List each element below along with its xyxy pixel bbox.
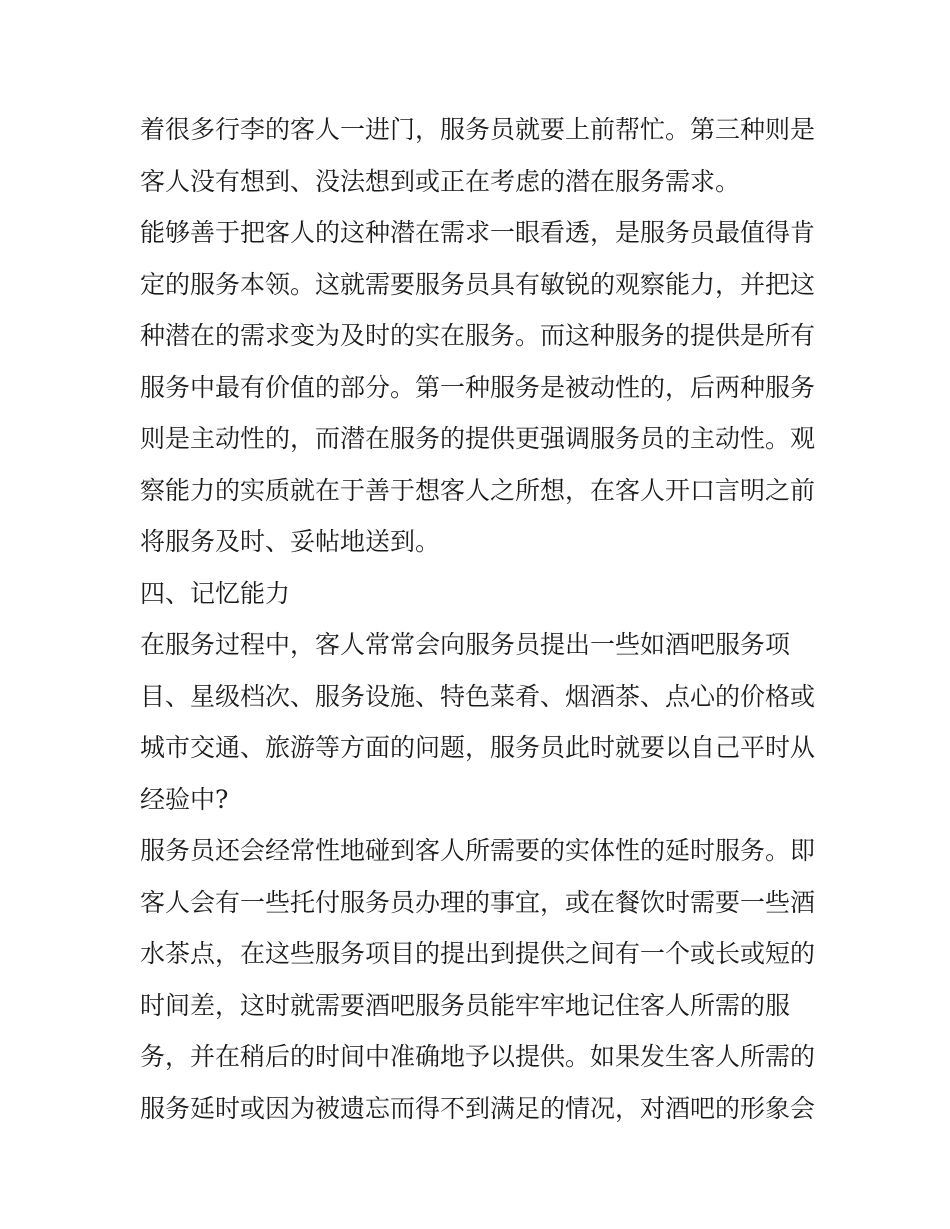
text-line-8: 察能力的实质就在于善于想客人之所想，在客人开口言明之前 bbox=[140, 475, 816, 505]
text-line-5: 种潜在的需求变为及时的实在服务。而这种服务的提供是所有 bbox=[140, 321, 816, 350]
text-line-4: 定的服务本领。这就需要服务员具有敏锐的观察能力，并把这 bbox=[140, 269, 816, 299]
text-line-2: 客人没有想到、没法想到或正在考虑的潜在服务需求。 bbox=[140, 166, 741, 196]
text-line-11: 在服务过程中，客人常常会向服务员提出一些如酒吧服务项 bbox=[140, 630, 791, 659]
body-text bbox=[140, 107, 820, 1137]
text-line-18: 时间差，这时就需要酒吧服务员能牢牢地记住客人所需的服 bbox=[140, 990, 791, 1020]
text-line-16: 客人会有一些托付服务员办理的事宜，或在餐饮时需要一些酒 bbox=[140, 887, 816, 917]
text-line-15: 服务员还会经常性地碰到客人所需要的实体性的延时服务。即 bbox=[140, 836, 816, 865]
text-line-3: 能够善于把客人的这种潜在需求一眼看透，是服务员最值得肯 bbox=[140, 218, 816, 247]
text-line-19: 务，并在稍后的时间中准确地予以提供。如果发生客人所需的 bbox=[140, 1042, 816, 1071]
text-line-6: 服务中最有价值的部分。第一种服务是被动性的，后两种服务 bbox=[140, 372, 816, 402]
text-line-12: 目、星级档次、服务设施、特色菜肴、烟酒茶、点心的价格或 bbox=[140, 681, 816, 711]
text-line-13: 城市交通、旅游等方面的问题，服务员此时就要以自己平时从 bbox=[140, 733, 816, 762]
text-line-14: 经验中? bbox=[140, 784, 229, 814]
text-line-1: 着很多行李的客人一进门，服务员就要上前帮忙。第三种则是 bbox=[140, 115, 816, 144]
text-line-17: 水茶点，在这些服务项目的提出到提供之间有一个或长或短的 bbox=[140, 939, 816, 968]
text-line-20: 服务延时或因为被遗忘而得不到满足的情况，对酒吧的形象会 bbox=[140, 1093, 816, 1123]
section-heading: 四、记忆能力 bbox=[140, 578, 291, 608]
text-line-7: 则是主动性的，而潜在服务的提供更强调服务员的主动性。观 bbox=[140, 424, 816, 453]
text-line-9: 将服务及时、妥帖地送到。 bbox=[140, 527, 441, 556]
